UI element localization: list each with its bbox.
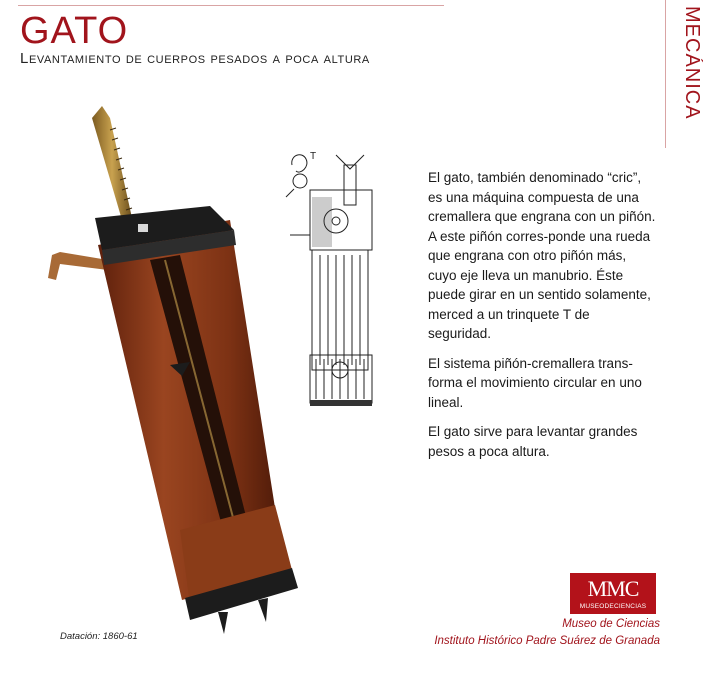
category-label: MECÁNICA xyxy=(681,6,703,120)
pawl-label: T xyxy=(310,151,317,162)
jack-photo xyxy=(30,100,310,645)
jack-engraving xyxy=(270,145,380,415)
dating-label: Datación: 1860-61 xyxy=(60,631,138,642)
credit-institute: Instituto Histórico Padre Suárez de Granada xyxy=(434,635,660,647)
description-paragraph: El gato, también denominado “cric”, es una máquina compuesta de una cremallera que engrana con un piñón. A este piñón corres-ponde una rueda que engrana con otro piñón más, cuyo eje lleva un manubrio. Éste puede girar en un sentido solamente, merced a un trinquete T de seguridad. xyxy=(428,170,656,341)
credit-museum: Museo de Ciencias xyxy=(562,618,660,630)
description-paragraph: El gato sirve para levantar grandes pesos a poca altura. xyxy=(428,424,638,459)
museum-logo xyxy=(570,573,656,614)
logo-text: MUSEODECIENCIAS xyxy=(579,603,647,610)
description xyxy=(428,168,656,471)
header-top-rule xyxy=(18,5,444,6)
logo-mark: MMC xyxy=(587,576,639,601)
category-rule xyxy=(665,0,666,148)
description-paragraph: El sistema piñón-cremallera trans-forma el movimiento circular en uno lineal. xyxy=(428,355,642,410)
page-subtitle: Levantamiento de cuerpos pesados a poca altura xyxy=(20,50,370,67)
page-title: GATO xyxy=(20,10,129,52)
